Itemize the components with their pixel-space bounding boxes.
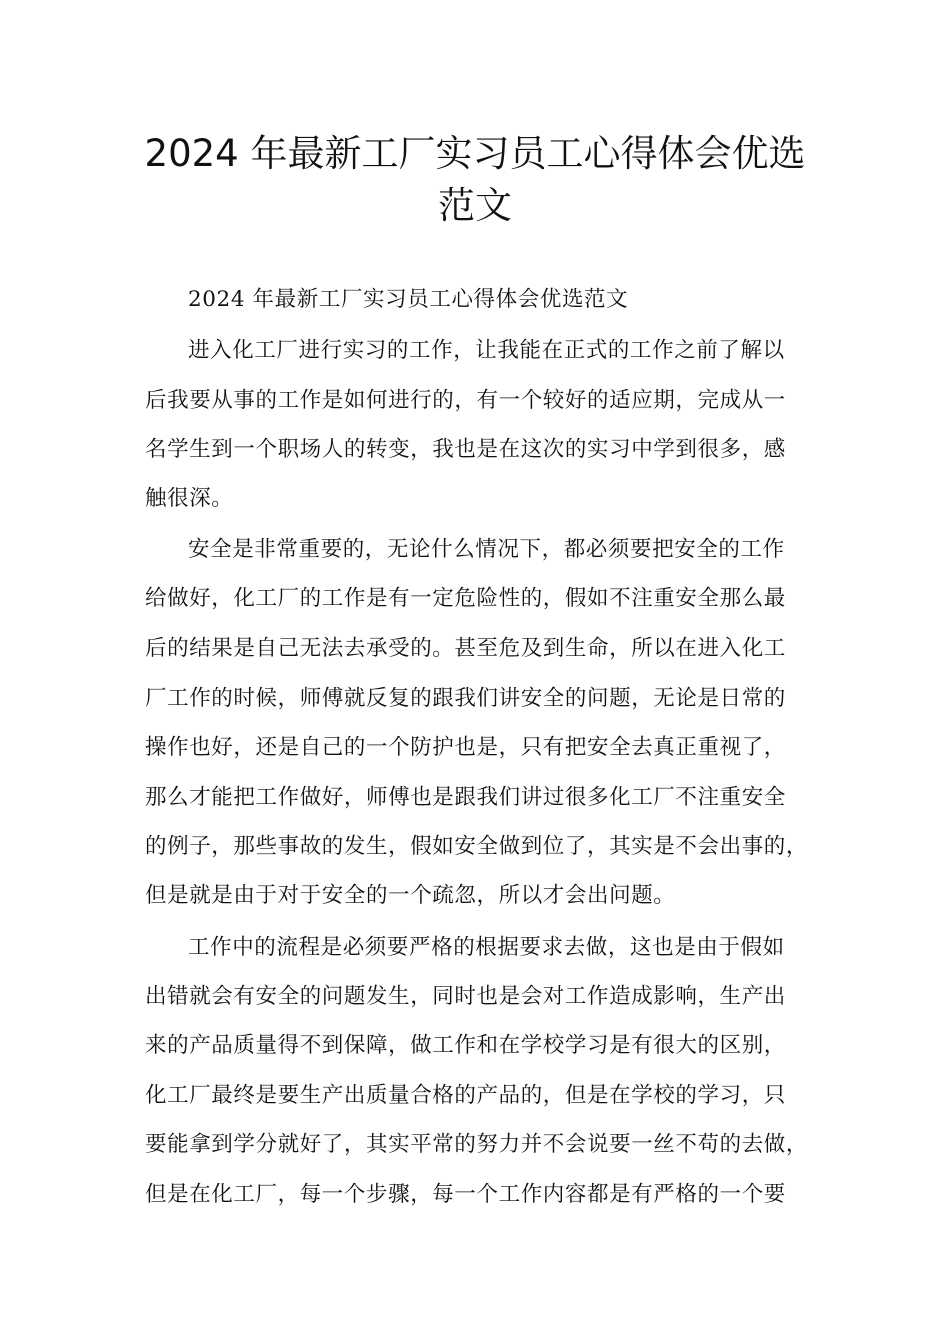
title-line-2: 范文 — [438, 184, 512, 227]
paragraph-2-line-8: 但是就是由于对于安全的一个疏忽，所以才会出问题。 — [145, 883, 676, 908]
title-line-1: 2024 年最新工厂实习员工心得体会优选 — [144, 132, 806, 175]
paragraph-3-line-2: 出错就会有安全的问题发生，同时也是会对工作造成影响，生产出 — [145, 984, 786, 1009]
paragraph-3-line-6: 但是在化工厂，每一个步骤，每一个工作内容都是有严格的一个要 — [145, 1182, 786, 1207]
paragraph-1-line-4: 触很深。 — [145, 486, 234, 511]
paragraph-2-line-5: 操作也好，还是自己的一个防护也是，只有把安全去真正重视了， — [145, 735, 786, 760]
paragraph-1-line-1: 进入化工厂进行实习的工作，让我能在正式的工作之前了解以 — [188, 338, 785, 363]
paragraph-2-line-2: 给做好，化工厂的工作是有一定危险性的，假如不注重安全那么最 — [145, 586, 786, 611]
paragraph-2-line-3: 后的结果是自己无法去承受的。甚至危及到生命，所以在进入化工 — [145, 636, 786, 661]
paragraph-3-line-4: 化工厂最终是要生产出质量合格的产品的，但是在学校的学习，只 — [145, 1083, 786, 1108]
paragraph-1-line-2: 后我要从事的工作是如何进行的，有一个较好的适应期，完成从一 — [145, 388, 786, 413]
paragraph-1-line-3: 名学生到一个职场人的转变，我也是在这次的实习中学到很多，感 — [145, 437, 786, 462]
document-title — [120, 128, 830, 232]
paragraph-2-line-4: 厂工作的时候，师傅就反复的跟我们讲安全的问题，无论是日常的 — [145, 686, 786, 711]
subtitle-line: 2024 年最新工厂实习员工心得体会优选范文 — [188, 287, 629, 312]
paragraph-3-line-3: 来的产品质量得不到保障，做工作和在学校学习是有很大的区别， — [145, 1033, 786, 1058]
paragraph-2-line-1: 安全是非常重要的，无论什么情况下，都必须要把安全的工作 — [188, 537, 785, 562]
paragraph-2-line-7: 的例子，那些事故的发生，假如安全做到位了，其实是不会出事的， — [145, 834, 809, 859]
paragraph-3-line-1: 工作中的流程是必须要严格的根据要求去做，这也是由于假如 — [188, 935, 785, 960]
paragraph-2-line-6: 那么才能把工作做好，师傅也是跟我们讲过很多化工厂不注重安全 — [145, 785, 786, 810]
paragraph-3-line-5: 要能拿到学分就好了，其实平常的努力并不会说要一丝不苟的去做， — [145, 1132, 809, 1157]
